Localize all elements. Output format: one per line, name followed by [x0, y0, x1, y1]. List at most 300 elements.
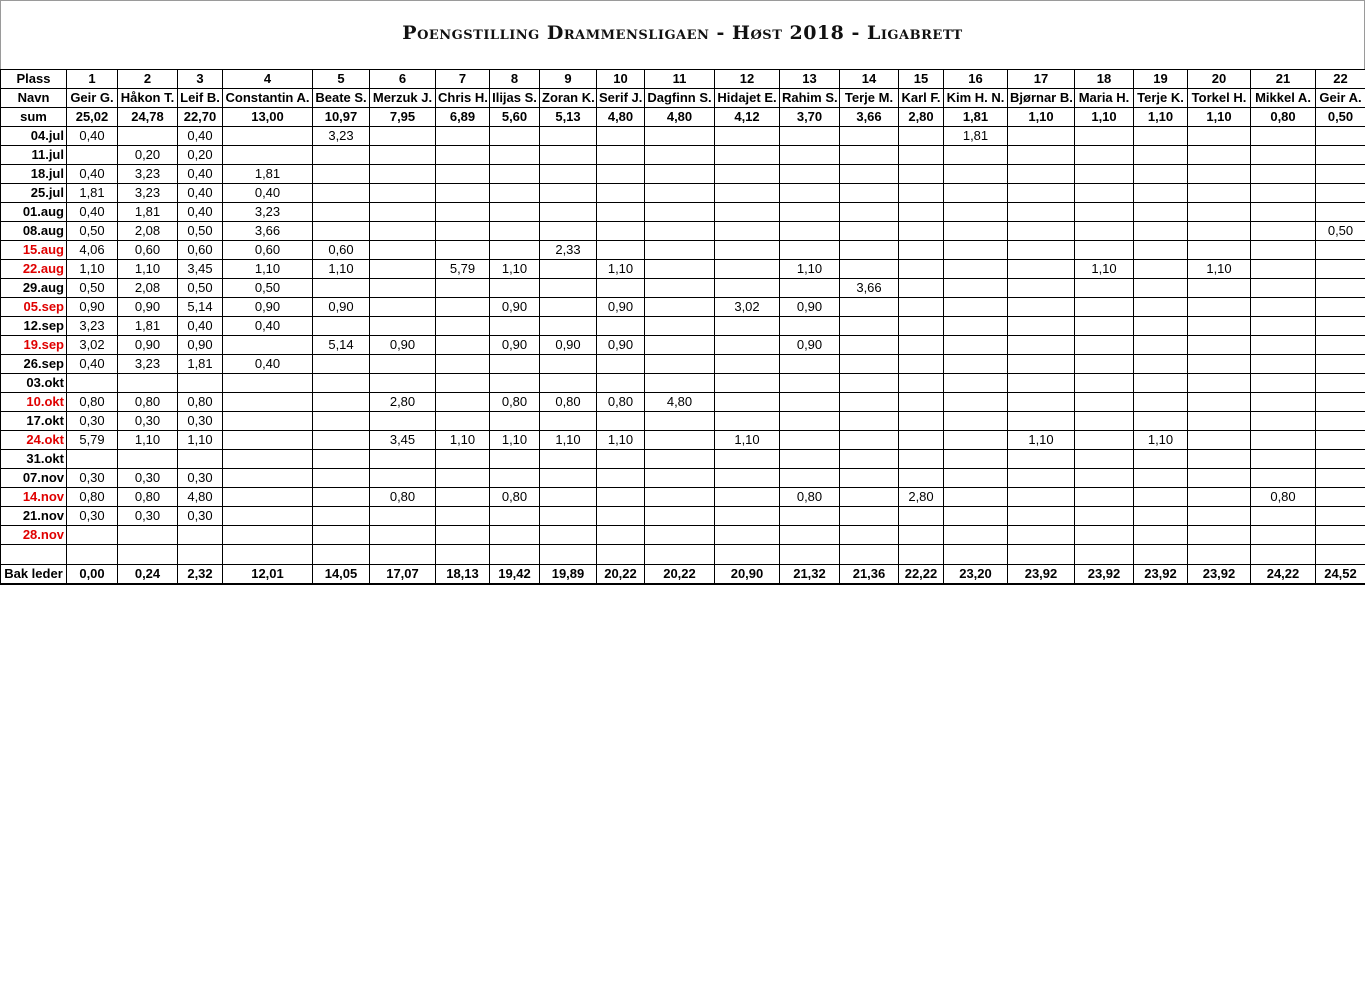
- round-row-label[interactable]: 05.sep: [1, 298, 67, 317]
- round-row-cell[interactable]: [313, 507, 370, 526]
- round-row-cell[interactable]: 0,90: [118, 298, 178, 317]
- round-row-cell[interactable]: [715, 412, 780, 431]
- round-row-cell[interactable]: 0,80: [178, 393, 223, 412]
- round-row-cell[interactable]: [436, 336, 490, 355]
- round-row-cell[interactable]: [1075, 127, 1134, 146]
- round-row-cell[interactable]: [67, 450, 118, 469]
- round-row-cell[interactable]: [899, 127, 944, 146]
- spacer-cell[interactable]: [223, 545, 313, 565]
- round-row-cell[interactable]: [540, 355, 597, 374]
- round-row-cell[interactable]: [436, 222, 490, 241]
- round-row-cell[interactable]: [118, 374, 178, 393]
- round-row-cell[interactable]: [540, 279, 597, 298]
- round-row-cell[interactable]: [645, 241, 715, 260]
- round-row-cell[interactable]: [1316, 165, 1365, 184]
- round-row-cell[interactable]: [899, 450, 944, 469]
- round-row-cell[interactable]: 3,23: [118, 165, 178, 184]
- round-row-cell[interactable]: [223, 412, 313, 431]
- round-row-cell[interactable]: 0,90: [370, 336, 436, 355]
- round-row-cell[interactable]: [597, 526, 645, 545]
- round-row-cell[interactable]: 1,10: [1188, 260, 1251, 279]
- place-row-cell[interactable]: 12: [715, 70, 780, 89]
- round-row-cell[interactable]: [223, 336, 313, 355]
- round-row-cell[interactable]: [944, 488, 1008, 507]
- round-row-cell[interactable]: [1251, 469, 1316, 488]
- place-row-cell[interactable]: 3: [178, 70, 223, 89]
- round-row-cell[interactable]: 3,23: [118, 184, 178, 203]
- round-row-cell[interactable]: [780, 526, 840, 545]
- round-row-cell[interactable]: [1075, 412, 1134, 431]
- round-row-cell[interactable]: [1075, 146, 1134, 165]
- round-row-cell[interactable]: 0,50: [1316, 222, 1365, 241]
- round-row-cell[interactable]: [436, 526, 490, 545]
- round-row-cell[interactable]: [1251, 336, 1316, 355]
- round-row-cell[interactable]: [313, 203, 370, 222]
- round-row-cell[interactable]: [540, 222, 597, 241]
- round-row-cell[interactable]: [780, 184, 840, 203]
- round-row-label[interactable]: 24.okt: [1, 431, 67, 450]
- round-row-cell[interactable]: [540, 469, 597, 488]
- round-row-cell[interactable]: [944, 526, 1008, 545]
- round-row-cell[interactable]: [490, 203, 540, 222]
- bak-leder-row-cell[interactable]: 19,42: [490, 565, 540, 585]
- round-row-cell[interactable]: [223, 127, 313, 146]
- spacer-cell[interactable]: [597, 545, 645, 565]
- round-row-cell[interactable]: [1316, 450, 1365, 469]
- round-row-cell[interactable]: [313, 450, 370, 469]
- round-row-cell[interactable]: [715, 355, 780, 374]
- round-row-cell[interactable]: [1251, 203, 1316, 222]
- name-row-cell[interactable]: Maria H.: [1075, 89, 1134, 108]
- round-row-cell[interactable]: [1134, 146, 1188, 165]
- round-row-cell[interactable]: [840, 317, 899, 336]
- sum-row-cell[interactable]: 5,60: [490, 108, 540, 127]
- bak-leder-row-cell[interactable]: 17,07: [370, 565, 436, 585]
- round-row-cell[interactable]: [67, 526, 118, 545]
- round-row-cell[interactable]: 0,30: [67, 412, 118, 431]
- place-row-cell[interactable]: 22: [1316, 70, 1365, 89]
- round-row-cell[interactable]: [944, 222, 1008, 241]
- round-row-cell[interactable]: [597, 374, 645, 393]
- round-row-cell[interactable]: [1008, 146, 1075, 165]
- round-row-cell[interactable]: [1188, 526, 1251, 545]
- round-row-cell[interactable]: [436, 298, 490, 317]
- round-row-cell[interactable]: 1,10: [715, 431, 780, 450]
- round-row-cell[interactable]: [944, 184, 1008, 203]
- round-row-cell[interactable]: [780, 222, 840, 241]
- round-row-cell[interactable]: [1251, 317, 1316, 336]
- round-row-cell[interactable]: [1188, 317, 1251, 336]
- spacer-cell[interactable]: [840, 545, 899, 565]
- name-row-cell[interactable]: Zoran K.: [540, 89, 597, 108]
- round-row-cell[interactable]: [597, 184, 645, 203]
- round-row-cell[interactable]: [899, 507, 944, 526]
- round-row-cell[interactable]: 0,90: [780, 336, 840, 355]
- round-row-cell[interactable]: [944, 393, 1008, 412]
- round-row-cell[interactable]: 1,81: [223, 165, 313, 184]
- round-row-cell[interactable]: [370, 469, 436, 488]
- round-row-cell[interactable]: [715, 488, 780, 507]
- round-row-cell[interactable]: 1,81: [67, 184, 118, 203]
- round-row-cell[interactable]: [899, 374, 944, 393]
- round-row-cell[interactable]: [1188, 222, 1251, 241]
- spacer-cell[interactable]: [1251, 545, 1316, 565]
- round-row-cell[interactable]: [1134, 203, 1188, 222]
- round-row-cell[interactable]: [540, 526, 597, 545]
- round-row-cell[interactable]: [223, 146, 313, 165]
- round-row-cell[interactable]: [1188, 412, 1251, 431]
- round-row-cell[interactable]: [1188, 374, 1251, 393]
- round-row-cell[interactable]: [780, 165, 840, 184]
- round-row-cell[interactable]: 0,30: [118, 507, 178, 526]
- place-row-cell[interactable]: 17: [1008, 70, 1075, 89]
- round-row-cell[interactable]: 5,79: [436, 260, 490, 279]
- name-row-label[interactable]: Navn: [1, 89, 67, 108]
- round-row-cell[interactable]: [899, 203, 944, 222]
- round-row-cell[interactable]: 3,45: [178, 260, 223, 279]
- round-row-cell[interactable]: [840, 393, 899, 412]
- round-row-cell[interactable]: [223, 488, 313, 507]
- round-row-cell[interactable]: [780, 393, 840, 412]
- round-row-cell[interactable]: [645, 488, 715, 507]
- round-row-cell[interactable]: [490, 469, 540, 488]
- round-row-cell[interactable]: [1316, 507, 1365, 526]
- round-row-cell[interactable]: [1251, 412, 1316, 431]
- bak-leder-row-cell[interactable]: 20,90: [715, 565, 780, 585]
- round-row-cell[interactable]: [780, 279, 840, 298]
- round-row-cell[interactable]: [1316, 431, 1365, 450]
- round-row-cell[interactable]: [899, 526, 944, 545]
- round-row-label[interactable]: 19.sep: [1, 336, 67, 355]
- round-row-cell[interactable]: [490, 450, 540, 469]
- bak-leder-row-cell[interactable]: 21,32: [780, 565, 840, 585]
- round-row-cell[interactable]: [1075, 298, 1134, 317]
- sum-row-cell[interactable]: 4,80: [597, 108, 645, 127]
- round-row-cell[interactable]: [645, 507, 715, 526]
- bak-leder-row-cell[interactable]: 22,22: [899, 565, 944, 585]
- round-row-cell[interactable]: [1316, 279, 1365, 298]
- round-row-cell[interactable]: 1,81: [944, 127, 1008, 146]
- round-row-cell[interactable]: 0,60: [118, 241, 178, 260]
- round-row-cell[interactable]: [645, 336, 715, 355]
- round-row-cell[interactable]: [1316, 393, 1365, 412]
- round-row-cell[interactable]: [899, 469, 944, 488]
- round-row-cell[interactable]: [715, 222, 780, 241]
- round-row-cell[interactable]: [540, 374, 597, 393]
- name-row-cell[interactable]: Beate S.: [313, 89, 370, 108]
- round-row-cell[interactable]: [597, 279, 645, 298]
- round-row-cell[interactable]: [1251, 374, 1316, 393]
- round-row-cell[interactable]: [540, 488, 597, 507]
- round-row-cell[interactable]: [780, 127, 840, 146]
- round-row-cell[interactable]: 2,08: [118, 279, 178, 298]
- round-row-cell[interactable]: [715, 260, 780, 279]
- round-row-cell[interactable]: [1188, 450, 1251, 469]
- round-row-cell[interactable]: 0,60: [223, 241, 313, 260]
- round-row-label[interactable]: 14.nov: [1, 488, 67, 507]
- round-row-cell[interactable]: [715, 127, 780, 146]
- bak-leder-row-cell[interactable]: 23,20: [944, 565, 1008, 585]
- name-row-cell[interactable]: Geir G.: [67, 89, 118, 108]
- round-row-cell[interactable]: [370, 184, 436, 203]
- round-row-cell[interactable]: [1008, 127, 1075, 146]
- round-row-cell[interactable]: [944, 260, 1008, 279]
- round-row-cell[interactable]: [540, 165, 597, 184]
- round-row-cell[interactable]: [1008, 507, 1075, 526]
- round-row-cell[interactable]: [490, 507, 540, 526]
- bak-leder-row-cell[interactable]: 23,92: [1188, 565, 1251, 585]
- round-row-cell[interactable]: [436, 165, 490, 184]
- round-row-cell[interactable]: [1134, 469, 1188, 488]
- round-row-cell[interactable]: [1316, 526, 1365, 545]
- round-row-cell[interactable]: 0,90: [67, 298, 118, 317]
- round-row-cell[interactable]: [1251, 298, 1316, 317]
- round-row-cell[interactable]: 3,23: [313, 127, 370, 146]
- round-row-cell[interactable]: [178, 526, 223, 545]
- round-row-cell[interactable]: [944, 298, 1008, 317]
- round-row-cell[interactable]: [840, 412, 899, 431]
- round-row-cell[interactable]: [436, 241, 490, 260]
- round-row-cell[interactable]: [1188, 431, 1251, 450]
- round-row-cell[interactable]: 0,30: [67, 469, 118, 488]
- round-row-cell[interactable]: [1134, 450, 1188, 469]
- round-row-cell[interactable]: 0,40: [223, 317, 313, 336]
- round-row-cell[interactable]: [840, 127, 899, 146]
- round-row-cell[interactable]: [1075, 317, 1134, 336]
- round-row-cell[interactable]: [490, 165, 540, 184]
- round-row-cell[interactable]: [645, 431, 715, 450]
- round-row-cell[interactable]: [715, 184, 780, 203]
- round-row-cell[interactable]: [1008, 355, 1075, 374]
- round-row-cell[interactable]: [1188, 336, 1251, 355]
- round-row-cell[interactable]: [645, 412, 715, 431]
- place-row-cell[interactable]: 6: [370, 70, 436, 89]
- round-row-cell[interactable]: 1,10: [67, 260, 118, 279]
- round-row-cell[interactable]: [1316, 260, 1365, 279]
- name-row-cell[interactable]: Rahim S.: [780, 89, 840, 108]
- round-row-cell[interactable]: [899, 146, 944, 165]
- round-row-cell[interactable]: 0,50: [67, 279, 118, 298]
- round-row-cell[interactable]: [1316, 355, 1365, 374]
- round-row-cell[interactable]: [370, 203, 436, 222]
- name-row-cell[interactable]: Constantin A.: [223, 89, 313, 108]
- round-row-cell[interactable]: 0,40: [67, 165, 118, 184]
- round-row-cell[interactable]: [715, 374, 780, 393]
- round-row-cell[interactable]: 1,10: [178, 431, 223, 450]
- place-row-cell[interactable]: 16: [944, 70, 1008, 89]
- round-row-cell[interactable]: [1134, 488, 1188, 507]
- round-row-cell[interactable]: [223, 450, 313, 469]
- round-row-cell[interactable]: [370, 279, 436, 298]
- round-row-cell[interactable]: [780, 507, 840, 526]
- spacer-cell[interactable]: [944, 545, 1008, 565]
- round-row-cell[interactable]: [645, 526, 715, 545]
- place-row-cell[interactable]: 19: [1134, 70, 1188, 89]
- round-row-cell[interactable]: [436, 488, 490, 507]
- round-row-label[interactable]: 08.aug: [1, 222, 67, 241]
- round-row-cell[interactable]: [1075, 165, 1134, 184]
- round-row-cell[interactable]: [1251, 279, 1316, 298]
- round-row-cell[interactable]: 3,02: [715, 298, 780, 317]
- bak-leder-row-label[interactable]: Bak leder: [1, 565, 67, 585]
- round-row-cell[interactable]: 1,10: [597, 260, 645, 279]
- round-row-cell[interactable]: [1008, 393, 1075, 412]
- sum-row-cell[interactable]: 1,10: [1075, 108, 1134, 127]
- round-row-cell[interactable]: [1008, 184, 1075, 203]
- sum-row-cell[interactable]: 1,10: [1134, 108, 1188, 127]
- round-row-cell[interactable]: 2,80: [370, 393, 436, 412]
- round-row-cell[interactable]: [540, 317, 597, 336]
- place-row-cell[interactable]: 8: [490, 70, 540, 89]
- round-row-cell[interactable]: [1075, 488, 1134, 507]
- sum-row-cell[interactable]: 1,81: [944, 108, 1008, 127]
- place-row-cell[interactable]: 10: [597, 70, 645, 89]
- name-row-cell[interactable]: Geir A.: [1316, 89, 1365, 108]
- round-row-cell[interactable]: [645, 146, 715, 165]
- round-row-cell[interactable]: [899, 184, 944, 203]
- round-row-cell[interactable]: [1008, 279, 1075, 298]
- round-row-cell[interactable]: 1,81: [118, 203, 178, 222]
- round-row-cell[interactable]: 1,10: [490, 260, 540, 279]
- round-row-cell[interactable]: [899, 298, 944, 317]
- round-row-cell[interactable]: 1,10: [1008, 431, 1075, 450]
- round-row-cell[interactable]: [840, 507, 899, 526]
- round-row-cell[interactable]: 0,90: [223, 298, 313, 317]
- round-row-cell[interactable]: [436, 184, 490, 203]
- spacer-cell[interactable]: [1, 545, 67, 565]
- round-row-cell[interactable]: [840, 203, 899, 222]
- sum-row-cell[interactable]: 22,70: [178, 108, 223, 127]
- place-row-cell[interactable]: 15: [899, 70, 944, 89]
- sum-row-cell[interactable]: 24,78: [118, 108, 178, 127]
- round-row-cell[interactable]: 1,10: [436, 431, 490, 450]
- round-row-cell[interactable]: [597, 488, 645, 507]
- round-row-cell[interactable]: [944, 203, 1008, 222]
- round-row-cell[interactable]: [1134, 355, 1188, 374]
- round-row-cell[interactable]: [436, 374, 490, 393]
- round-row-cell[interactable]: [1134, 374, 1188, 393]
- sum-row-cell[interactable]: 7,95: [370, 108, 436, 127]
- round-row-cell[interactable]: [490, 526, 540, 545]
- round-row-cell[interactable]: 3,02: [67, 336, 118, 355]
- round-row-cell[interactable]: 4,80: [645, 393, 715, 412]
- round-row-cell[interactable]: [118, 450, 178, 469]
- round-row-cell[interactable]: 0,50: [178, 222, 223, 241]
- round-row-cell[interactable]: [715, 507, 780, 526]
- round-row-cell[interactable]: 0,40: [178, 127, 223, 146]
- round-row-cell[interactable]: [540, 127, 597, 146]
- sum-row-cell[interactable]: 13,00: [223, 108, 313, 127]
- round-row-cell[interactable]: [1188, 355, 1251, 374]
- round-row-cell[interactable]: [1134, 298, 1188, 317]
- round-row-cell[interactable]: [436, 317, 490, 336]
- round-row-cell[interactable]: [436, 469, 490, 488]
- round-row-cell[interactable]: [840, 374, 899, 393]
- round-row-cell[interactable]: [436, 127, 490, 146]
- round-row-cell[interactable]: [645, 355, 715, 374]
- round-row-cell[interactable]: [118, 526, 178, 545]
- round-row-cell[interactable]: [1316, 412, 1365, 431]
- round-row-cell[interactable]: [1008, 165, 1075, 184]
- place-row-cell[interactable]: 2: [118, 70, 178, 89]
- bak-leder-row-cell[interactable]: 0,00: [67, 565, 118, 585]
- round-row-cell[interactable]: [1188, 203, 1251, 222]
- round-row-cell[interactable]: [313, 412, 370, 431]
- round-row-cell[interactable]: 0,50: [223, 279, 313, 298]
- round-row-cell[interactable]: 0,30: [178, 507, 223, 526]
- round-row-cell[interactable]: [1316, 184, 1365, 203]
- round-row-cell[interactable]: [490, 146, 540, 165]
- round-row-cell[interactable]: [1075, 431, 1134, 450]
- sum-row-cell[interactable]: 3,70: [780, 108, 840, 127]
- round-row-cell[interactable]: [899, 279, 944, 298]
- bak-leder-row-cell[interactable]: 2,32: [178, 565, 223, 585]
- round-row-cell[interactable]: [1134, 507, 1188, 526]
- bak-leder-row-cell[interactable]: 23,92: [1134, 565, 1188, 585]
- round-row-cell[interactable]: [1008, 298, 1075, 317]
- round-row-cell[interactable]: [313, 488, 370, 507]
- name-row-cell[interactable]: Bjørnar B.: [1008, 89, 1075, 108]
- round-row-cell[interactable]: [840, 260, 899, 279]
- round-row-cell[interactable]: [944, 412, 1008, 431]
- bak-leder-row-cell[interactable]: 12,01: [223, 565, 313, 585]
- round-row-cell[interactable]: 0,30: [67, 507, 118, 526]
- round-row-cell[interactable]: 0,80: [370, 488, 436, 507]
- place-row-label[interactable]: Plass: [1, 70, 67, 89]
- round-row-label[interactable]: 31.okt: [1, 450, 67, 469]
- round-row-cell[interactable]: [540, 146, 597, 165]
- round-row-cell[interactable]: [490, 374, 540, 393]
- round-row-cell[interactable]: [899, 336, 944, 355]
- round-row-cell[interactable]: [67, 374, 118, 393]
- round-row-label[interactable]: 18.jul: [1, 165, 67, 184]
- round-row-cell[interactable]: [944, 507, 1008, 526]
- round-row-cell[interactable]: [313, 431, 370, 450]
- round-row-cell[interactable]: [313, 165, 370, 184]
- sum-row-cell[interactable]: 0,50: [1316, 108, 1365, 127]
- name-row-cell[interactable]: Kim H. N.: [944, 89, 1008, 108]
- round-row-cell[interactable]: [313, 222, 370, 241]
- round-row-label[interactable]: 25.jul: [1, 184, 67, 203]
- round-row-cell[interactable]: [597, 355, 645, 374]
- round-row-cell[interactable]: [780, 146, 840, 165]
- round-row-cell[interactable]: 0,30: [178, 412, 223, 431]
- round-row-cell[interactable]: 0,40: [223, 184, 313, 203]
- round-row-cell[interactable]: [1075, 241, 1134, 260]
- round-row-cell[interactable]: [1188, 488, 1251, 507]
- round-row-cell[interactable]: 1,10: [1134, 431, 1188, 450]
- sum-row-cell[interactable]: 0,80: [1251, 108, 1316, 127]
- round-row-cell[interactable]: [944, 241, 1008, 260]
- sum-row-cell[interactable]: 10,97: [313, 108, 370, 127]
- round-row-cell[interactable]: 4,80: [178, 488, 223, 507]
- round-row-cell[interactable]: [780, 374, 840, 393]
- round-row-cell[interactable]: 1,10: [597, 431, 645, 450]
- round-row-cell[interactable]: 0,80: [118, 488, 178, 507]
- round-row-cell[interactable]: 0,90: [490, 298, 540, 317]
- spacer-cell[interactable]: [1316, 545, 1365, 565]
- round-row-cell[interactable]: 1,10: [780, 260, 840, 279]
- round-row-cell[interactable]: [715, 203, 780, 222]
- round-row-cell[interactable]: [370, 222, 436, 241]
- round-row-cell[interactable]: [313, 317, 370, 336]
- round-row-cell[interactable]: 3,45: [370, 431, 436, 450]
- round-row-cell[interactable]: [1251, 355, 1316, 374]
- place-row-cell[interactable]: 14: [840, 70, 899, 89]
- round-row-cell[interactable]: 3,66: [840, 279, 899, 298]
- round-row-cell[interactable]: [645, 279, 715, 298]
- round-row-cell[interactable]: 0,40: [178, 317, 223, 336]
